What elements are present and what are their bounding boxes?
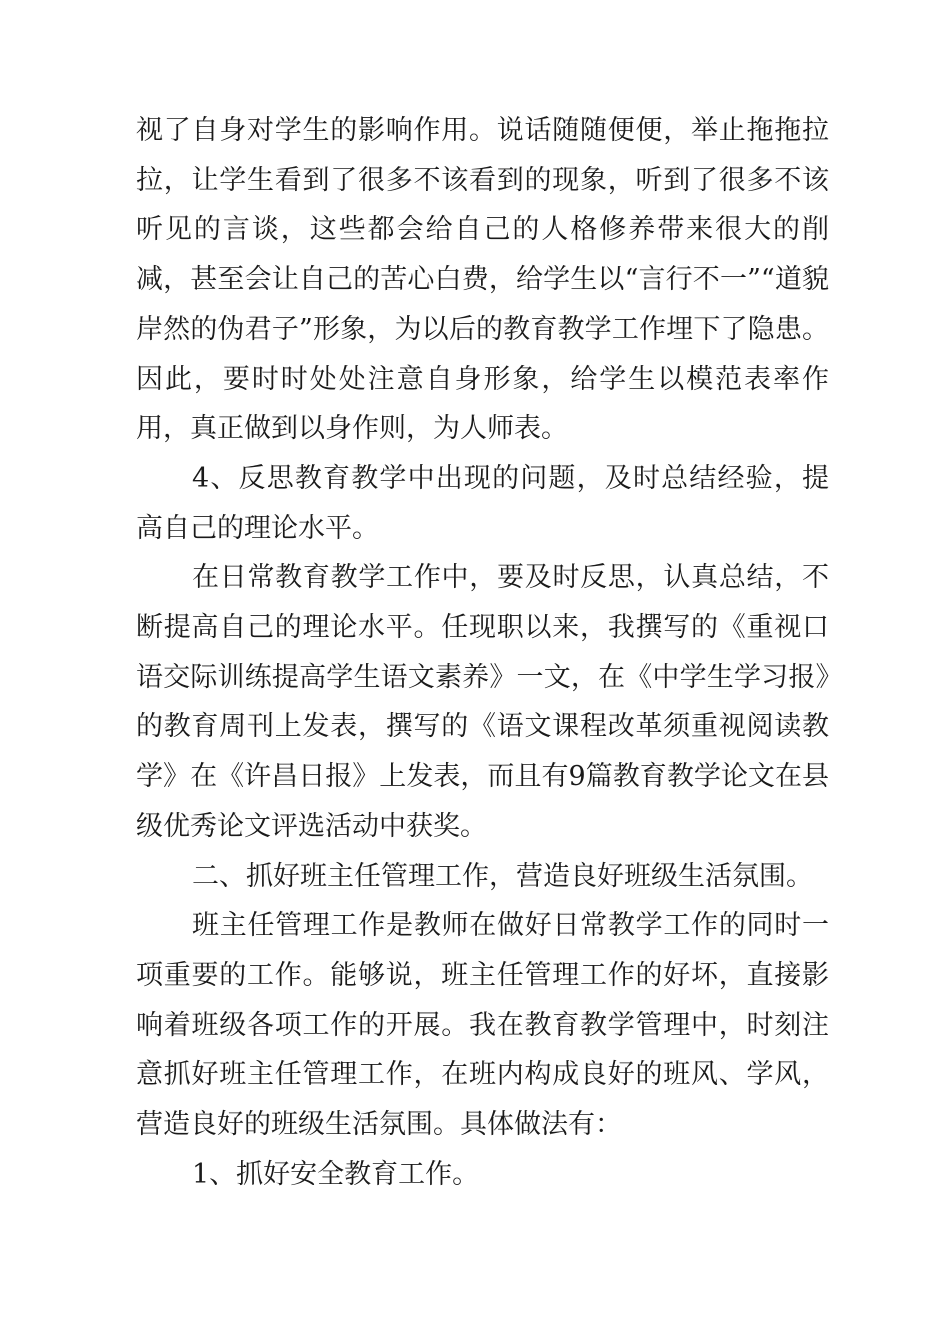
heading-reflect-teaching: 4、反思教育教学中出现的问题，及时总结经验，提高自己的理论水平。 <box>136 462 829 544</box>
heading-safety-education: 1、抓好安全教育工作。 <box>192 1158 480 1190</box>
paragraph-theory-level: 在日常教育教学工作中，要及时反思，认真总结，不断提高自己的理论水平。任现职以来，我撰写的《重视口语交际训练提高学生语文素养》一文，在《中学生学习报》的教育周刊上发表，撰写的《语文课程改革须重视阅读教学》在《许昌日报》上发表，而且有9篇教育教学论文在县级优秀论文评选活动中获奖。 <box>136 562 829 842</box>
heading-class-management: 二、抓好班主任管理工作，营造良好班级生活氛围。 <box>192 860 813 892</box>
paragraph-continuation: 视了自身对学生的影响作用。说话随随便便，举止拖拖拉拉，让学生看到了很多不该看到的现象，听到了很多不该听见的言谈，这些都会给自己的人格修养带来很大的削减，甚至会让自己的苦心白费，给学生以“言行不一”“道貌岸然的伪君子”形象，为以后的教育教学工作埋下了隐患。因此，要时时处处注意自身形象，给学生以模范表率作用，真正做到以身作则，为人师表。 <box>136 115 829 445</box>
document-page <box>136 106 829 1199</box>
paragraph-class-management: 班主任管理工作是教师在做好日常教学工作的同时一项重要的工作。能够说，班主任管理工作的好坏，直接影响着班级各项工作的开展。我在教育教学管理中，时刻注意抓好班主任管理工作，在班内构成良好的班风、学风，营造良好的班级生活氛围。具体做法有： <box>136 910 829 1141</box>
